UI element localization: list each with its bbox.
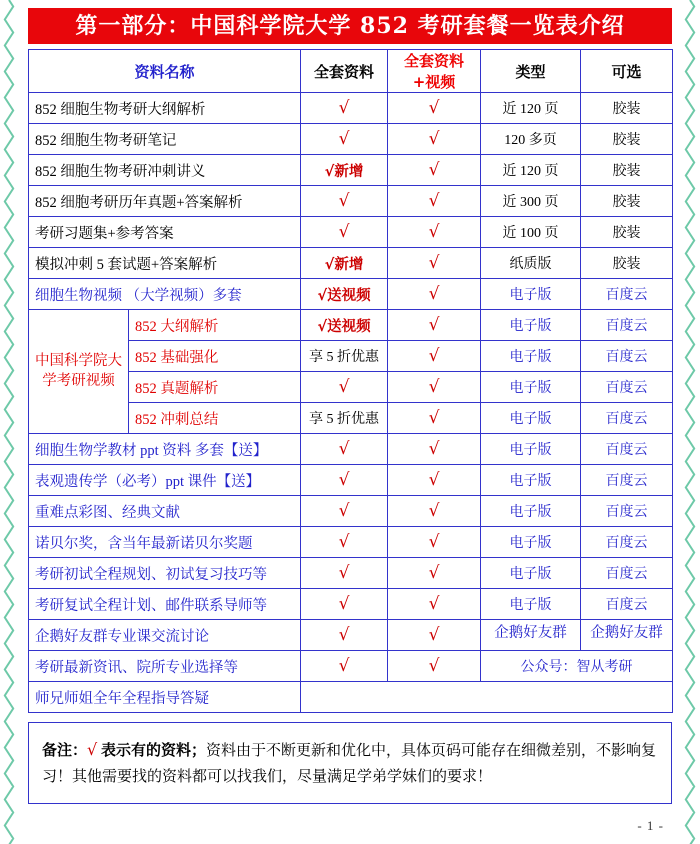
cell-text: 电子版: [509, 288, 552, 303]
cell-full-set-video: [388, 186, 481, 217]
cell-option: [581, 217, 673, 248]
check-mark-icon: √: [428, 532, 440, 552]
check-mark-icon: √: [338, 98, 350, 118]
cell-full-set: [301, 558, 388, 589]
cell-full-set-video: [388, 558, 481, 589]
table-row: [29, 93, 673, 124]
table-row: [29, 248, 673, 279]
cell-text: 电子版: [509, 350, 552, 365]
cell-type: [481, 124, 581, 155]
cell-option: [581, 341, 673, 372]
cell-option: [581, 93, 673, 124]
check-mark-icon: √: [338, 501, 350, 521]
cell-text: 胶装: [612, 102, 641, 117]
cell-text: 百度云: [605, 288, 648, 303]
cell-full-set: [301, 651, 388, 682]
cell-option: [581, 403, 673, 434]
check-mark-icon: √: [338, 563, 350, 583]
cell-full-set: [301, 155, 388, 186]
cell-full-set-video: [388, 93, 481, 124]
cell-type: [481, 155, 581, 186]
cell-full-set-video: [388, 372, 481, 403]
page-number: - 1 -: [637, 818, 664, 833]
cell-type: [481, 465, 581, 496]
cell-option: [581, 310, 673, 341]
cell-option: [581, 155, 673, 186]
check-mark-icon: √: [428, 625, 440, 645]
table-row: [29, 155, 673, 186]
column-header-name: 资料名称: [29, 50, 301, 93]
check-mark-icon: √: [428, 563, 440, 583]
cell-full-set-video: [388, 589, 481, 620]
table-row: [29, 465, 673, 496]
cell-resource-name: [29, 217, 301, 248]
cell-text: 电子版: [509, 381, 552, 396]
resource-name-text: 考研习题集+参考答案: [35, 225, 174, 242]
check-mark-icon: √: [338, 191, 350, 211]
cell-full-set-video: [388, 341, 481, 372]
table-row: [29, 682, 673, 713]
cell-text: 胶装: [612, 133, 641, 148]
cell-type: [481, 527, 581, 558]
resource-name-text: 852 细胞考研历年真题+答案解析: [35, 194, 243, 211]
cell-text: 百度云: [605, 350, 648, 365]
cell-full-set-video: [388, 434, 481, 465]
check-mark-icon: √: [338, 129, 350, 149]
cell-full-set: [301, 372, 388, 403]
column-header-full-set: 全套资料: [301, 50, 388, 93]
cell-full-set: [301, 279, 388, 310]
check-mark-icon: √: [428, 594, 440, 614]
cell-full-set: [301, 217, 388, 248]
check-mark-label: √送视频: [317, 287, 371, 304]
cell-full-set: [301, 434, 388, 465]
cell-option: [581, 465, 673, 496]
cell-option: [581, 279, 673, 310]
column-header-type: 类型: [481, 50, 581, 93]
resource-name-text: 企鹅好友群专业课交流讨论: [35, 628, 209, 645]
cell-type: [481, 310, 581, 341]
cell-full-set-video: [388, 248, 481, 279]
cell-type: [481, 589, 581, 620]
cell-type: [481, 248, 581, 279]
cell-full-set: [301, 496, 388, 527]
check-mark-label: √新增: [324, 256, 364, 273]
cell-text: 纸质版: [509, 257, 552, 272]
cell-type: [481, 186, 581, 217]
cell-type: [481, 496, 581, 527]
table-header: [29, 50, 673, 93]
check-mark-icon: √: [338, 377, 350, 397]
resource-name-text: 考研初试全程规划、初试复习技巧等: [35, 566, 267, 583]
check-mark-icon: √: [428, 439, 440, 459]
cell-resource-name: [129, 403, 301, 434]
table-header-row: [29, 50, 673, 93]
cell-text: 企鹅好友群: [590, 625, 663, 642]
cell-text: 享 5 折优惠: [309, 412, 380, 427]
cell-text: 近 100 页: [502, 226, 559, 241]
resource-name-text: 考研最新资讯、院所专业选择等: [35, 659, 238, 676]
cell-type: [481, 217, 581, 248]
cell-text: 电子版: [509, 319, 552, 334]
cell-full-set: [301, 310, 388, 341]
cell-option: [581, 527, 673, 558]
cell-text: 近 120 页: [502, 164, 559, 179]
check-mark-icon: √: [428, 98, 440, 118]
cell-option: [581, 248, 673, 279]
check-mark-label: √送视频: [317, 318, 371, 335]
cell-text: 享 5 折优惠: [309, 350, 380, 365]
cell-text: 胶装: [612, 226, 641, 241]
cell-resource-name: [129, 341, 301, 372]
cell-resource-name: [29, 527, 301, 558]
cell-text: 百度云: [605, 319, 648, 334]
cell-text: 百度云: [605, 536, 648, 551]
check-mark-icon: √: [428, 656, 440, 676]
cell-resource-name: [29, 558, 301, 589]
check-mark-icon: √: [428, 160, 440, 180]
cell-option: [581, 620, 673, 651]
cell-text: 百度云: [605, 567, 648, 582]
cell-full-set-video: [388, 620, 481, 651]
cell-wechat-account: [481, 651, 673, 682]
cell-full-set: [301, 589, 388, 620]
cell-text: 电子版: [509, 474, 552, 489]
footnote-check-icon: √: [87, 740, 98, 759]
table-row: [29, 186, 673, 217]
cell-text: 电子版: [509, 567, 552, 582]
cell-type: [481, 93, 581, 124]
table-row: [29, 124, 673, 155]
footnote-lead: 备注：: [42, 743, 88, 759]
cell-text: 百度云: [605, 381, 648, 396]
resource-name-text: 852 细胞生物考研笔记: [35, 132, 177, 149]
resource-name-text: 诺贝尔奖，含当年最新诺贝尔奖题: [35, 535, 253, 552]
cell-text: 百度云: [605, 412, 648, 427]
cell-text: 胶装: [612, 257, 641, 272]
cell-full-set: [301, 248, 388, 279]
check-mark-icon: √: [338, 594, 350, 614]
resource-name-text: 852 细胞生物考研冲刺讲义: [35, 163, 206, 180]
footnote-body: 资料由于不断更新和优化中，具体页码可能存在细微差别，不影响复习！其他需要找的资料都可以找我们，尽量满足学弟学妹们的要求！: [42, 743, 656, 786]
check-mark-icon: √: [428, 284, 440, 304]
cell-type: [481, 434, 581, 465]
cell-full-set: [301, 186, 388, 217]
cell-full-set-video: [388, 465, 481, 496]
cell-text: 电子版: [509, 443, 552, 458]
check-mark-icon: √: [428, 315, 440, 335]
cell-resource-name: [29, 496, 301, 527]
table-row: [29, 558, 673, 589]
check-mark-icon: √: [338, 625, 350, 645]
cell-full-set-video: [388, 527, 481, 558]
resource-name-text: 表观遗传学（必考）ppt 课件【送】: [35, 473, 261, 490]
cell-full-set-video: [388, 279, 481, 310]
cell-full-set: [301, 124, 388, 155]
cell-option: [581, 496, 673, 527]
cell-resource-name: [29, 93, 301, 124]
check-mark-icon: √: [338, 470, 350, 490]
cell-type: [481, 279, 581, 310]
cell-text: 胶装: [612, 195, 641, 210]
table-row: [29, 589, 673, 620]
column-header-full-set-video: 全套资料+视频: [388, 50, 481, 93]
resource-name-text: 细胞生物视频 （大学视频）多套: [35, 287, 242, 304]
cell-text: 近 300 页: [502, 195, 559, 210]
check-mark-icon: √: [428, 408, 440, 428]
cell-text: 百度云: [605, 443, 648, 458]
cell-resource-name: [29, 651, 301, 682]
cell-full-set: [301, 620, 388, 651]
resource-name-text: 重难点彩图、经典文献: [35, 504, 180, 521]
resource-name-text: 852 真题解析: [135, 380, 219, 397]
cell-type: [481, 403, 581, 434]
cell-full-set-video: [388, 651, 481, 682]
cell-text: 企鹅好友群: [494, 625, 567, 642]
cell-text: 近 120 页: [502, 102, 559, 117]
cell-resource-name: [29, 124, 301, 155]
cell-text: 百度云: [605, 474, 648, 489]
cell-text: 胶装: [612, 164, 641, 179]
check-mark-icon: √: [428, 377, 440, 397]
resource-name-text: 852 基础强化: [135, 349, 219, 366]
table-row: [29, 279, 673, 310]
cell-option: [581, 124, 673, 155]
cell-full-set-video: [388, 310, 481, 341]
cell-full-set-video: [388, 403, 481, 434]
cell-option: [581, 372, 673, 403]
cell-group-label: 中国科学院大学考研视频: [29, 310, 129, 434]
cell-full-set: [301, 527, 388, 558]
resource-name-text: 模拟冲刺 5 套试题+答案解析: [35, 256, 218, 273]
footnote-bold-part: 表示有的资料；: [100, 743, 206, 759]
footnote-box: [28, 722, 672, 804]
cell-resource-name: [29, 434, 301, 465]
resource-name-text: 细胞生物学教材 ppt 资料 多套【送】: [35, 442, 268, 459]
package-overview-table: [28, 49, 673, 713]
table-row: [29, 217, 673, 248]
table-body: [29, 93, 673, 713]
cell-text: 120 多页: [504, 133, 557, 148]
cell-option: [581, 434, 673, 465]
cell-resource-name: [129, 310, 301, 341]
cell-option: [581, 186, 673, 217]
check-mark-label: √新增: [324, 163, 364, 180]
cell-text: 电子版: [509, 505, 552, 520]
cell-option: [581, 589, 673, 620]
cell-full-set: [301, 403, 388, 434]
resource-name-text: 852 细胞生物考研大纲解析: [35, 101, 206, 118]
check-mark-icon: √: [428, 501, 440, 521]
cell-text: 百度云: [605, 505, 648, 520]
cell-full-set: [301, 341, 388, 372]
check-mark-icon: √: [338, 222, 350, 242]
cell-resource-name: [29, 682, 301, 713]
cell-resource-name: [129, 372, 301, 403]
cell-full-set: [301, 465, 388, 496]
cell-resource-name: [29, 155, 301, 186]
cell-resource-name: [29, 248, 301, 279]
cell-resource-name: [29, 620, 301, 651]
check-mark-icon: √: [338, 532, 350, 552]
resource-name-text: 师兄师姐全年全程指导答疑: [35, 690, 209, 707]
check-mark-icon: √: [338, 439, 350, 459]
check-mark-icon: √: [338, 656, 350, 676]
cell-type: [481, 372, 581, 403]
cell-full-set: [301, 93, 388, 124]
table-row: [29, 310, 673, 341]
cell-text: 百度云: [605, 598, 648, 613]
resource-name-text: 考研复试全程计划、邮件联系导师等: [35, 597, 267, 614]
table-row: [29, 434, 673, 465]
check-mark-icon: √: [428, 191, 440, 211]
cell-text: 公众号：智从考研: [520, 660, 633, 675]
check-mark-icon: √: [428, 129, 440, 149]
cell-full-set-video: [388, 124, 481, 155]
cell-type: [481, 558, 581, 589]
cell-resource-name: [29, 279, 301, 310]
table-row: [29, 620, 673, 651]
check-mark-icon: √: [428, 470, 440, 490]
cell-resource-name: [29, 589, 301, 620]
cell-option: [581, 558, 673, 589]
check-mark-icon: √: [428, 222, 440, 242]
table-row: [29, 496, 673, 527]
cell-full-set-video: [388, 155, 481, 186]
cell-text: 电子版: [509, 598, 552, 613]
check-mark-icon: √: [428, 346, 440, 366]
cell-type: [481, 620, 581, 651]
table-row: [29, 527, 673, 558]
cell-text: 电子版: [509, 412, 552, 427]
column-header-option: 可选: [581, 50, 673, 93]
cell-resource-name: [29, 186, 301, 217]
cell-text: 电子版: [509, 536, 552, 551]
check-mark-icon: √: [428, 253, 440, 273]
resource-name-text: 852 大纲解析: [135, 318, 219, 335]
cell-full-set-video: [388, 496, 481, 527]
page-title: 第一部分：中国科学院大学 852 考研套餐一览表介绍: [28, 8, 672, 44]
table-row: [29, 651, 673, 682]
cell-type: [481, 341, 581, 372]
cell-empty-merged: [301, 682, 673, 713]
resource-name-text: 852 冲刺总结: [135, 411, 219, 428]
cell-resource-name: [29, 465, 301, 496]
cell-full-set-video: [388, 217, 481, 248]
